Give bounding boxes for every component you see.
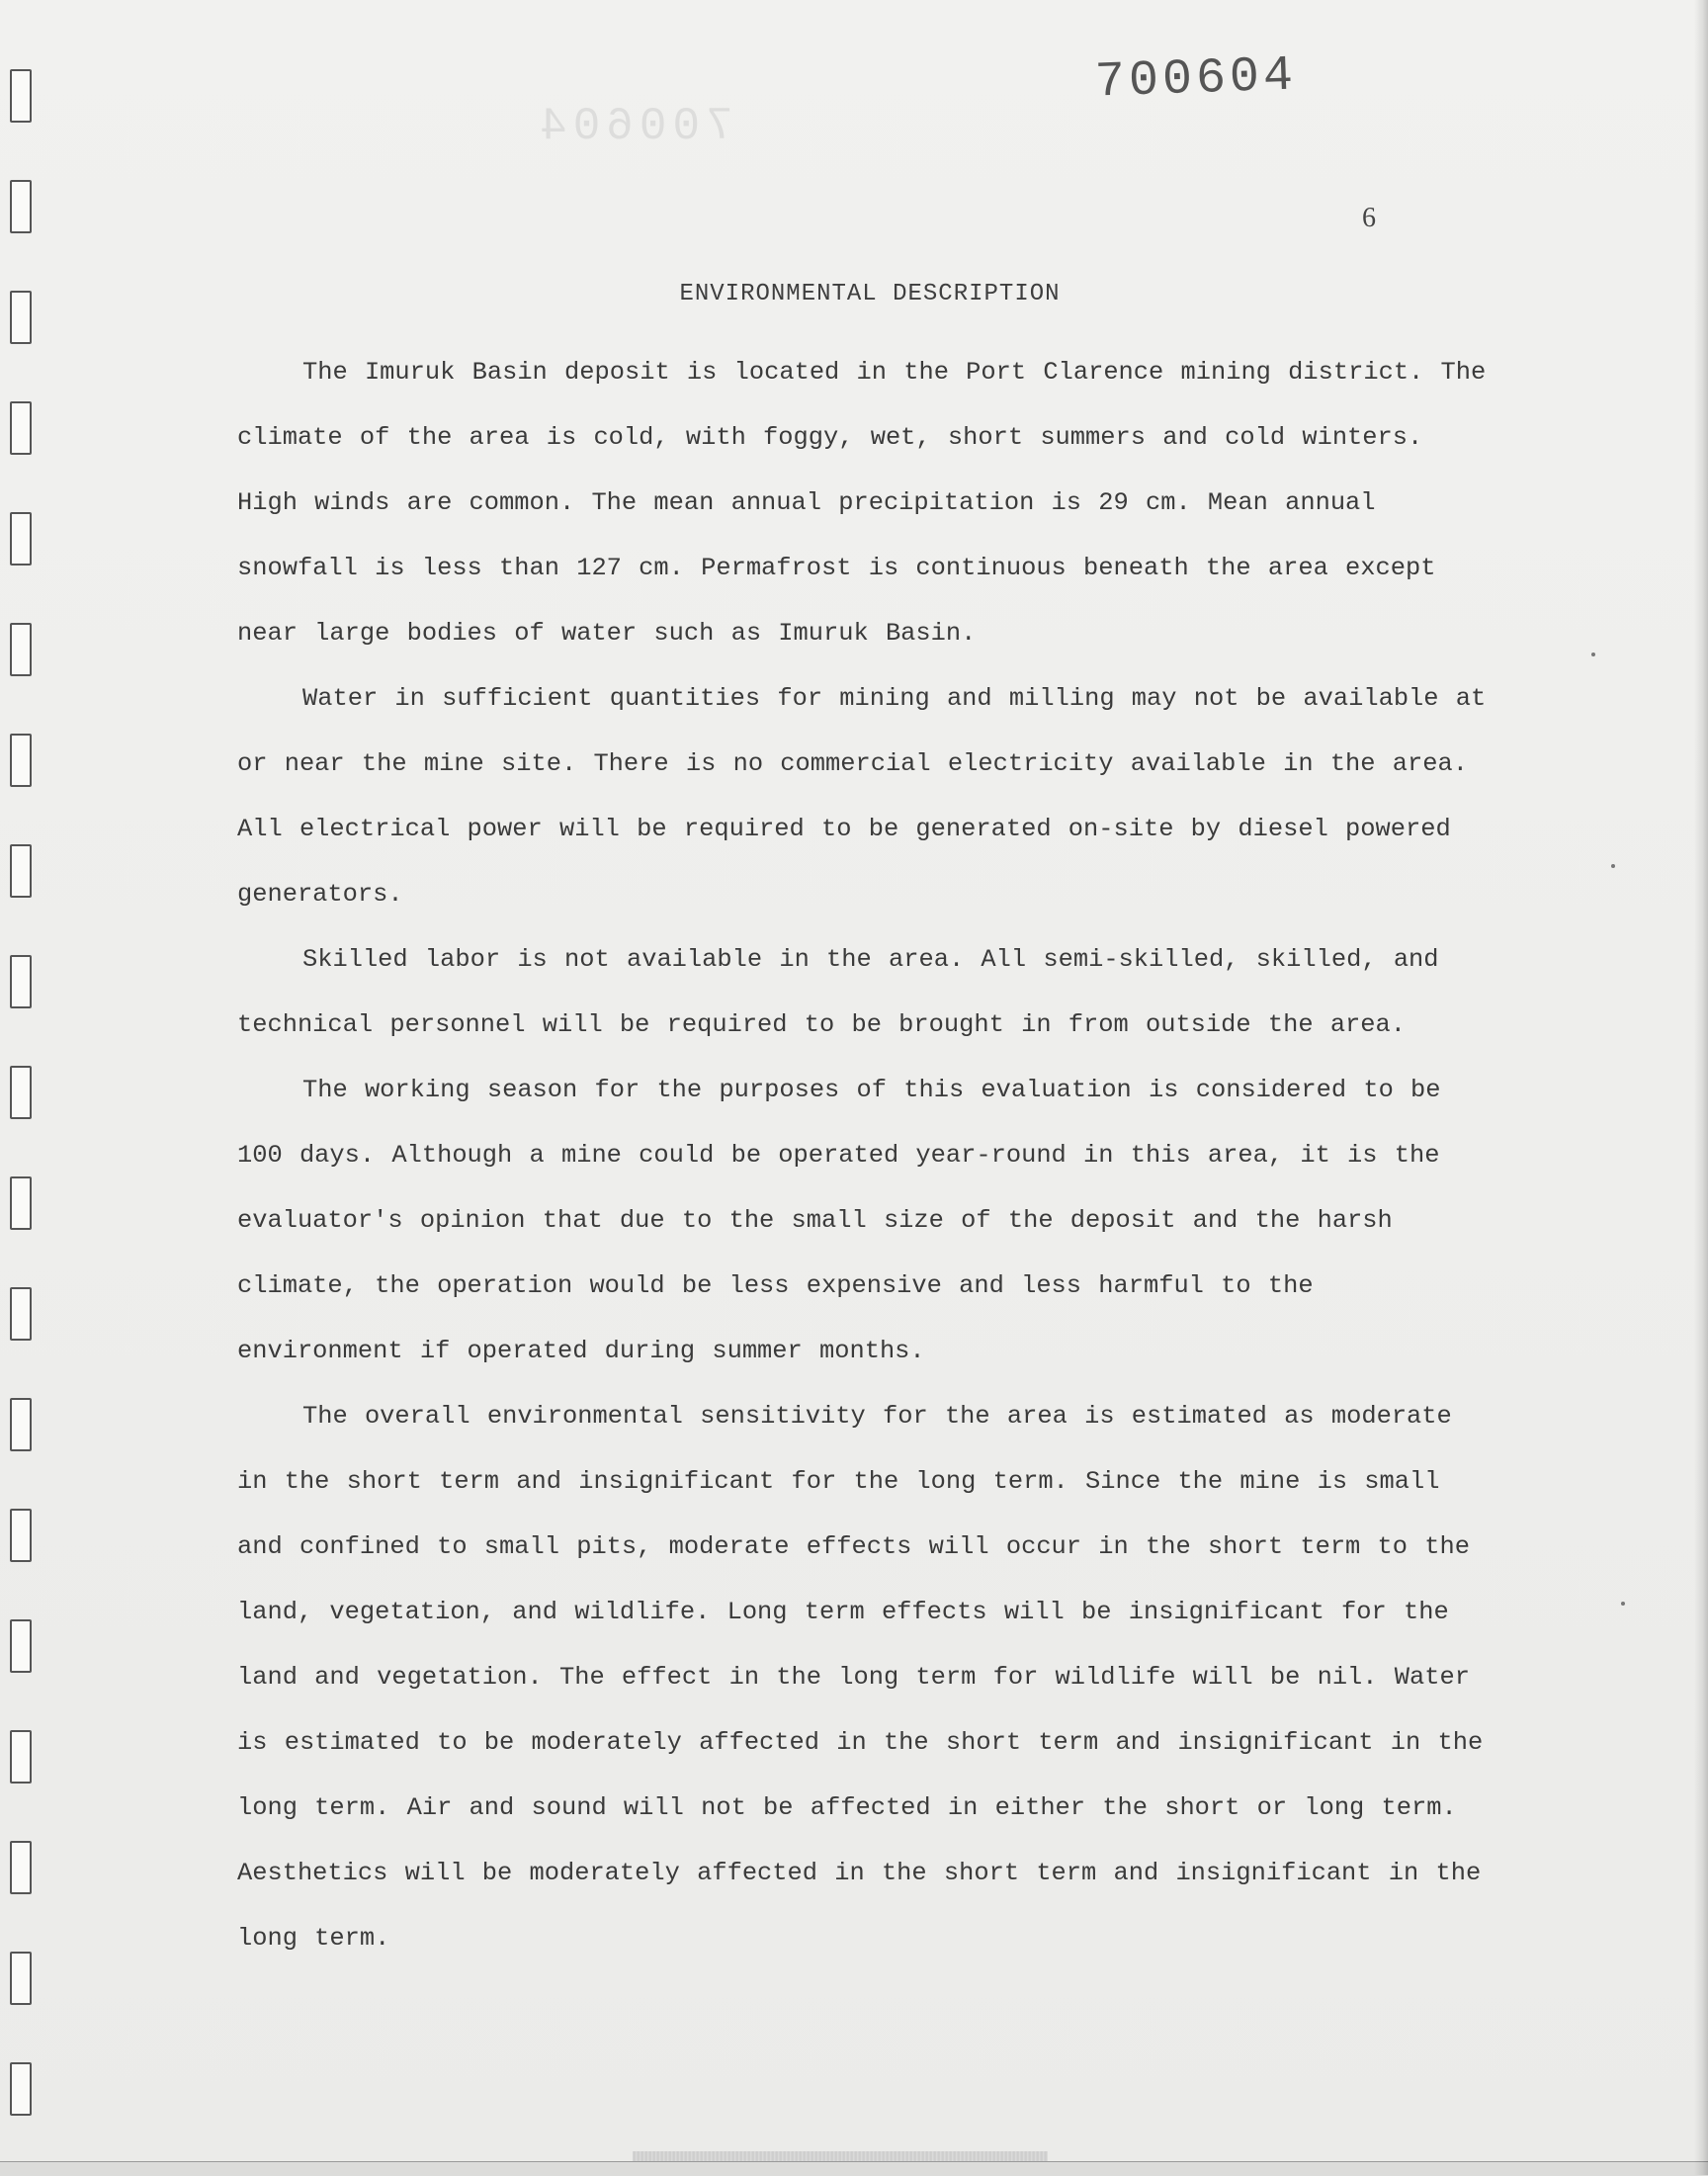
binder-hole [10,69,32,123]
bleed-through-stamp: 700604 [534,101,733,152]
scan-speck [1591,653,1595,656]
binder-hole [10,1066,32,1119]
body-text [237,340,1493,1971]
binder-hole [10,1841,32,1894]
binder-hole [10,844,32,898]
paragraph-climate: The Imuruk Basin deposit is located in the Port Clarence mining district. The climate of the area is cold, with foggy, wet, short summers and cold winters. High winds are common. The mean annual precipitation is 29 cm. Mean annual snowfall is less than 127 cm. Permafrost is continuous beneath the area except near large bodies of water such as Imuruk Basin. [237,358,1487,648]
paragraph-water-power: Water in sufficient quantities for mining and milling may not be available at or near the mine site. There is no commercial electricity available in the area. All electrical power will be required to be generated on-site by diesel powered generators. [237,684,1487,909]
section-title: ENVIRONMENTAL DESCRIPTION [679,281,1061,307]
binder-hole [10,623,32,676]
binder-hole [10,2062,32,2116]
binder-hole [10,1952,32,2005]
scan-speck [1611,864,1615,868]
binder-holes [10,69,40,2126]
binder-hole [10,1398,32,1451]
scan-speck [1621,1602,1625,1606]
binder-hole [10,734,32,787]
page-number: 6 [1362,203,1376,233]
paragraph-labor: Skilled labor is not available in the area. All semi-skilled, skilled, and technical personnel will be required to be brought in from outside the area. [237,945,1439,1039]
paragraph-working-season: The working season for the purposes of this evaluation is considered to be 100 days. Although a mine could be operated year-round in this area, it is the evaluator's opinion that due to the small size of the deposit and the harsh climate, the operation would be less expensive and less harmful to the environment if operated during summer months. [237,1076,1441,1365]
page-bottom-edge [0,2161,1708,2176]
binder-hole [10,512,32,566]
binder-hole [10,1176,32,1230]
document-number: 700604 [1094,47,1298,112]
binder-hole [10,1509,32,1562]
binder-hole [10,1287,32,1341]
paragraph-sensitivity: The overall environmental sensitivity for the area is estimated as moderate in the short term and insignificant for the long term. Since the mine is small and confined to small pits, moderate effects will occur in the short term to the land, vegetation, and wildlife. Long term effects will be insignificant for the land and vegetation. The effect in the long term for wildlife will be nil. Water is estimated to be moderately affected in the short term and insignificant in the long term. Air and sound will not be affected in either the short or long term. Aesthetics will be moderately affected in the short term and insignificant in the long term. [237,1402,1484,1953]
binder-hole [10,401,32,455]
binder-hole [10,955,32,1008]
page-edge-shadow [1694,0,1708,2175]
binder-hole [10,1730,32,1784]
binder-hole [10,1619,32,1673]
binder-hole [10,180,32,233]
